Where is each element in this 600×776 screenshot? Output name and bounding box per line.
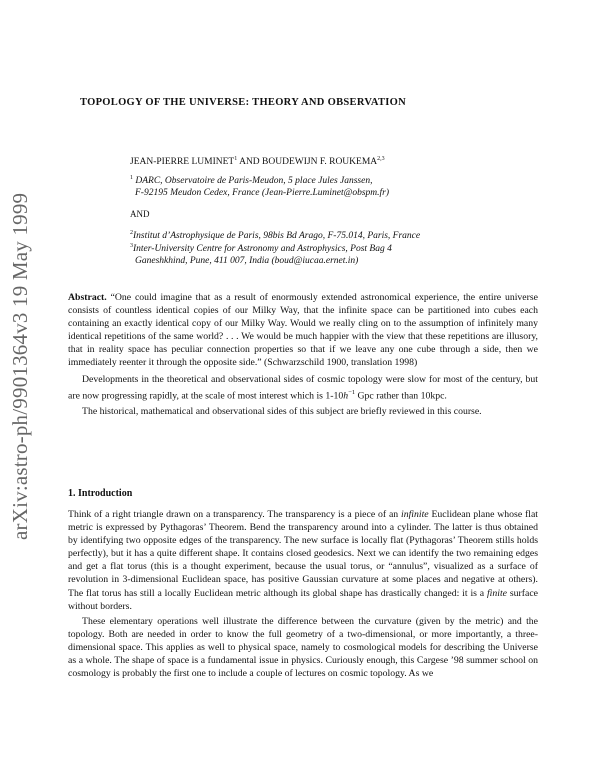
body-paragraph (68, 508, 538, 613)
emphasis-text: infinite (401, 509, 429, 520)
body-text: Think of a right triangle drawn on a transparency. The transparency is a piece of an (68, 509, 401, 520)
affiliation-marker: 2,3 (377, 156, 385, 162)
section-body (68, 508, 538, 680)
abstract-symbol: h (343, 389, 349, 401)
section-heading: 1. Introduction (68, 488, 133, 499)
affiliation-text: Inter-University Centre for Astronomy and Astrophysics, Post Bag 4 (133, 244, 392, 255)
affiliation-marker: 3 (130, 243, 133, 249)
author-name: BOUDEWIJN F. ROUKEMA (262, 157, 378, 168)
abstract-paragraph (68, 373, 538, 402)
abstract-text: Developments in the theoretical and observational sides of cosmic topology were slow for most of the century, but are now progressing rapidly, at the scale of most interest which is 1-10 (68, 373, 538, 401)
affiliation-marker: 1 (130, 175, 133, 181)
author-conjunction: AND (237, 157, 263, 168)
affiliation-and: AND (130, 209, 150, 219)
emphasis-text: finite (486, 587, 508, 599)
author-name: JEAN-PIERRE LUMINET (130, 157, 235, 168)
abstract-paragraph: The historical, mathematical and observational sides of this subject are briefly reviewed in this course. (82, 406, 482, 417)
affiliation-1 (130, 172, 389, 199)
affiliation-text: F-92195 Meudon Cedex, France (Jean-Pierre.Luminet@obspm.fr) (135, 188, 390, 199)
affiliation-text: Institut d’Astrophysique de Paris, 98bis Bd Arago, F-75.014, Paris, France (133, 231, 421, 242)
affiliation-marker: 2 (130, 230, 133, 236)
author-list (130, 156, 385, 167)
abstract-paragraph (68, 291, 538, 370)
body-paragraph: These elementary operations well illustrate the difference between the curvature (given by the metric) and the topology. Both are needed in order to know the full geometry of a two-dimensional, or more importantly, a three-dimensional space. This applies as well to physical space, namely to cosmological models for describing the Universe as a whole. The shape of space is a fundamental issue in physics. Curiously enough, this Cargese ’98 summer school on cosmology is probably the first one to include a couple of lectures on cosmic topology. As we (68, 615, 538, 680)
abstract-label: Abstract. (68, 292, 107, 303)
body-text: Euclidean plane whose flat metric is expressed by Pythagoras’ Theorem. Bend the transparency around into a cylinder. The latter is thus obtained by identifying two opposite edges of the transparency. The new surface is locally flat (Pythagoras’ Theorem stills holds perfectly), but it has a quite different shape. It contains closed geodesics. Next we can identify the two remaining edges and get a flat torus (this is a thought experiment, because the usual torus, or “annulus”, visualized as a surface of revolution in 3-dimensional Euclidean space, has positive Gaussian curvature at some places and negative at others). The flat torus has still a locally Euclidean metric although its global shape has drastically changed: it is a (68, 509, 538, 599)
affiliation-3 (130, 240, 392, 267)
affiliation-text: DARC, Observatoire de Paris-Meudon, 5 place Jules Janssen, (133, 176, 373, 187)
abstract-quote: “One could imagine that as a result of enormously extended astronomical experience, the entire universe consists of countless identical copies of our Milky Way, that the infinite space can be partitioned into cubes each containing an exactly identical copy of our Milky Way. Would we really cling on to the assumption of infinitely many identical repetitions of the same world? . . . We would be much happier with the view that these repetitions are illusory, that in reality space has peculiar connection properties so that if we leave any one cube through a side, then we immediately reenter it through the opposite side.” (Schwarzschild 1900, translation 1998) (68, 292, 538, 369)
abstract-exponent: −1 (348, 388, 356, 396)
arxiv-identifier: arXiv:astro-ph/9901364v3 19 May 1999 (8, 192, 32, 540)
body-text: surface without borders. (68, 587, 539, 612)
paper-title: TOPOLOGY OF THE UNIVERSE: THEORY AND OBSERVATION (80, 97, 407, 108)
affiliation-marker: 1 (234, 156, 238, 162)
abstract-text: Gpc rather than 10kpc. (355, 389, 447, 401)
abstract (68, 291, 538, 418)
affiliation-text: Ganeshkhind, Pune, 411 007, India (boud@iucaa.ernet.in) (135, 256, 359, 267)
